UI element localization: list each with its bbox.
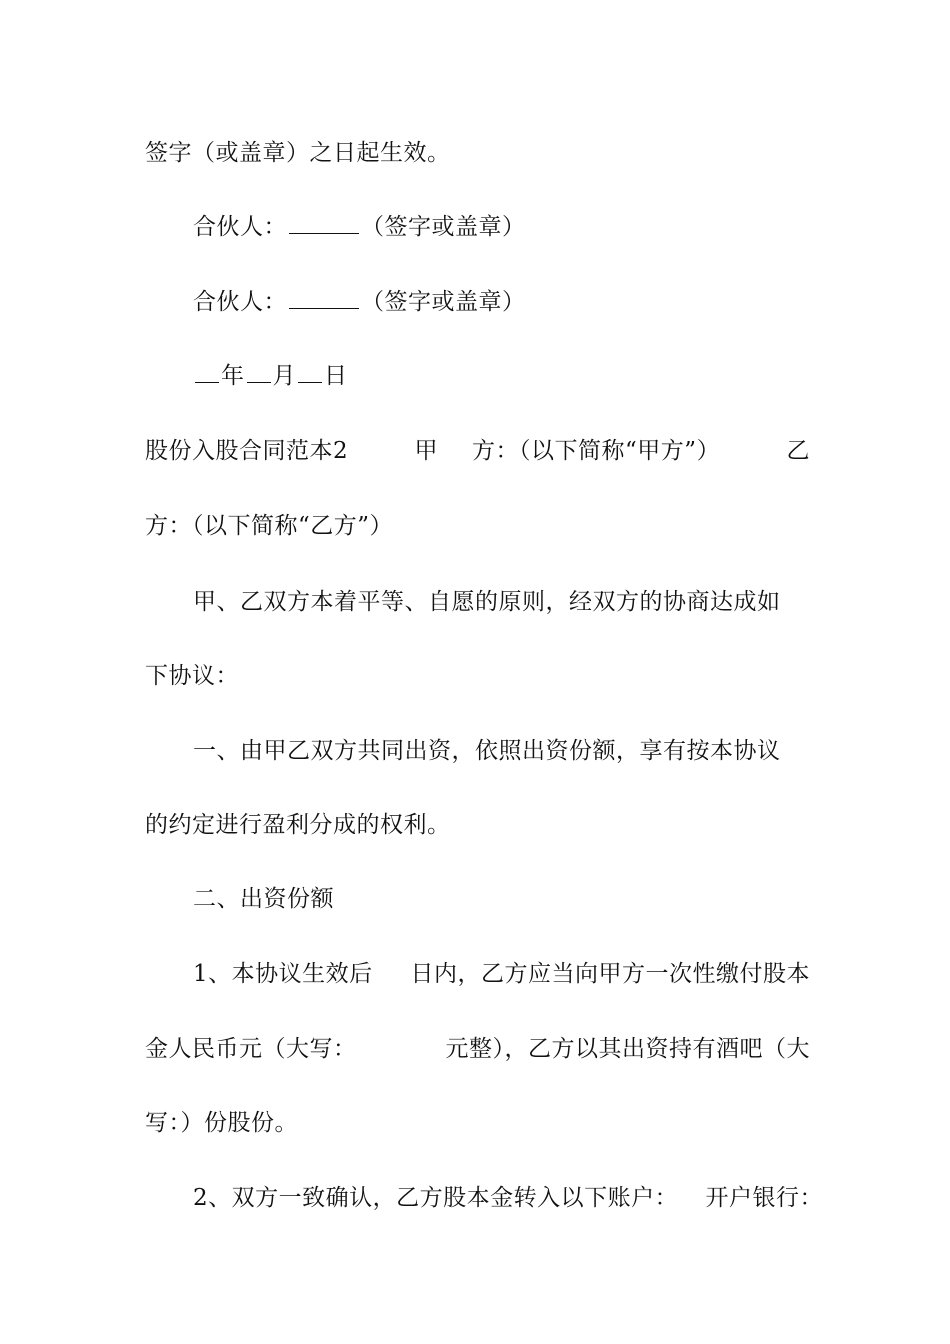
paragraph-line	[145, 810, 810, 840]
paragraph-line	[193, 959, 810, 989]
item-2-text: 2、双方一致确认，乙方股本金转入以下账户：	[193, 1185, 679, 1211]
signature-blank	[289, 288, 359, 309]
paragraph-line	[145, 1108, 810, 1138]
signature-label: 合伙人：	[193, 289, 287, 315]
paragraph-line	[193, 1183, 823, 1213]
signature-blank	[289, 213, 359, 234]
party-a-label	[415, 436, 721, 466]
paragraph-line	[193, 587, 810, 617]
party-a-rest: 方：（以下简称“甲方”）	[472, 438, 721, 464]
article-1-text-cont: 的约定进行盈利分成的权利。	[145, 812, 451, 838]
party-a-char: 甲	[414, 438, 439, 464]
text-segment: 签字（或盖章）之日起生效。	[145, 140, 451, 166]
title-party-line	[145, 436, 810, 466]
year-blank	[195, 362, 219, 383]
date-line	[193, 361, 810, 391]
intro-text: 甲、乙双方本着平等、自愿的原则，经双方的协商达成如	[193, 589, 781, 615]
paragraph-line	[145, 138, 810, 168]
item-1-line2-part1: 金人民币元（大写：	[145, 1036, 357, 1062]
paragraph-line	[145, 511, 810, 541]
article-1-text: 一、由甲乙双方共同出资，依照出资份额，享有按本协议	[193, 738, 781, 764]
paragraph-line	[145, 661, 810, 691]
month-blank	[247, 362, 271, 383]
paragraph-line	[145, 1034, 810, 1064]
item-1-line2-part2: 元整），乙方以其出资持有酒吧（大	[445, 1036, 810, 1062]
date-day: 日	[324, 363, 348, 389]
intro-text-cont: 下协议：	[145, 663, 239, 689]
bank-label: 开户银行：	[705, 1185, 823, 1211]
day-blank	[298, 362, 322, 383]
item-1-part2: 日内，乙方应当向甲方一次性缴付股本	[410, 961, 810, 987]
paragraph-line	[193, 736, 810, 766]
article-2-heading: 二、出资份额	[193, 886, 334, 912]
signature-line-2	[193, 287, 810, 317]
signature-label: 合伙人：	[193, 214, 287, 240]
party-b-rest: 方：（以下简称“乙方”）	[145, 513, 394, 539]
signature-line-1	[193, 212, 810, 242]
party-b-char: 乙	[786, 438, 810, 464]
date-year: 年	[221, 363, 245, 389]
signature-suffix: （签字或盖章）	[361, 214, 526, 240]
contract-title: 股份入股合同范本2	[145, 438, 349, 464]
item-1-part1: 1、本协议生效后	[193, 961, 373, 987]
item-1-line3: 写：）份股份。	[145, 1110, 298, 1136]
date-month: 月	[272, 363, 296, 389]
section-heading	[193, 884, 810, 914]
signature-suffix: （签字或盖章）	[361, 289, 526, 315]
